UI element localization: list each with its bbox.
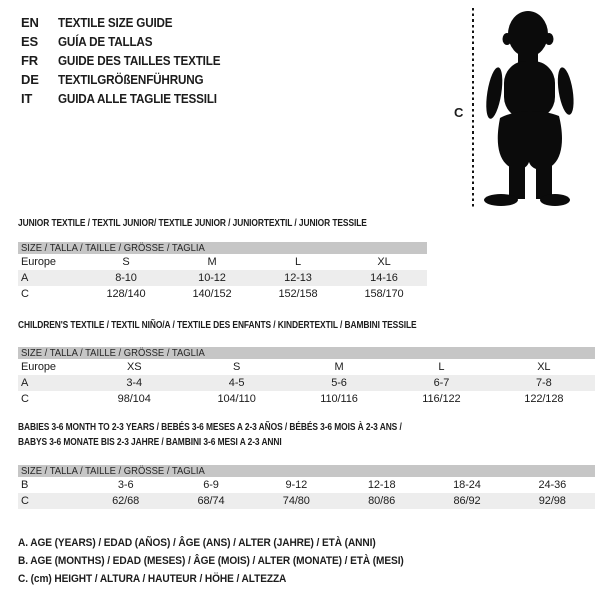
value-cell: 3-6 [117,479,134,491]
size-header-bar [18,242,427,254]
value-cell: 122/128 [524,393,564,405]
row-label-cell: C [21,393,29,405]
footnote-text: B. AGE (MONTHS) / EDAD (MESES) / ÂGE (MOIS) / ALTER (MONATE) / ETÀ (MESI) [18,555,404,567]
row-label-cell: A [21,272,29,284]
footnote-text: C. (cm) HEIGHT / ALTURA / HAUTEUR / HÖHE / ALTEZZA [18,573,287,585]
section-junior-textile [18,216,427,302]
size-header-text: SIZE / TALLA / TAILLE / GRÖSSE / TAGLIA [21,242,205,254]
row-label-cell: Europe [21,256,56,268]
section-title: JUNIOR TEXTILE / TEXTIL JUNIOR/ TEXTILE JUNIOR / JUNIORTEXTIL / JUNIOR TESSILE [18,218,367,229]
table-row [18,270,427,286]
height-measure-dashed-line [472,8,474,209]
baby-figure [452,6,598,212]
value-cell: 98/104 [117,393,151,405]
size-header-bar [18,465,595,477]
value-cell: 110/116 [320,393,358,405]
language-code: DE [21,72,39,87]
value-cell: 6-7 [433,377,450,389]
value-cell: XL [537,361,551,373]
value-cell: 12-18 [367,479,396,491]
value-cell: 68/74 [197,495,225,507]
size-header-bar [18,347,595,359]
row-label-cell: C [21,288,29,300]
value-cell: 4-5 [228,377,245,389]
baby-silhouette-icon [482,8,582,208]
size-header-text: SIZE / TALLA / TAILLE / GRÖSSE / TAGLIA [21,465,205,477]
value-cell: XL [377,256,391,268]
row-label-cell: C [21,495,29,507]
row-label-cell: Europe [21,361,56,373]
value-cell: 152/158 [278,288,318,300]
language-code: FR [21,53,38,68]
value-cell: L [294,256,302,268]
language-label: GUÍA DE TALLAS [58,34,153,49]
value-cell: 5-6 [331,377,347,389]
language-list [21,13,238,108]
table-row [18,493,595,509]
height-measure-label: C [454,105,464,120]
value-cell: 7-8 [536,377,552,389]
value-cell: 6-9 [203,479,219,491]
section-title: BABYS 3-6 MONATE BIS 2-3 JAHRE / BAMBINI 3-6 MESI A 2-3 ANNI [18,437,282,448]
value-cell: 10-12 [198,272,226,284]
value-cell: 62/68 [112,495,140,507]
value-cell: XS [126,361,142,373]
table-row [18,375,595,391]
value-cell: 14-16 [370,272,398,284]
value-cell: 86/92 [453,495,481,507]
table-row [18,359,595,375]
value-cell: 8-10 [115,272,137,284]
language-label: GUIDA ALLE TAGLIE TESSILI [58,91,217,106]
section-babies-textile [18,420,595,509]
section-childrens-textile [18,318,595,407]
language-row [21,70,238,89]
value-cell: M [207,256,217,268]
value-cell: 92/98 [538,495,566,507]
row-label-cell: B [21,479,29,491]
footnote-text: A. AGE (YEARS) / EDAD (AÑOS) / ÂGE (ANS) / ALTER (JAHRE) / ETÀ (ANNI) [18,537,376,549]
value-cell: M [334,361,344,373]
language-code: ES [21,34,38,49]
section-title: BABIES 3-6 MONTH TO 2-3 YEARS / BEBÉS 3-6 MESES A 2-3 AÑOS / BÉBÉS 3-6 MOIS À 2-3 ANS / [18,422,402,433]
value-cell: 12-13 [284,272,312,284]
language-label: GUIDE DES TAILLES TEXTILE [58,53,221,68]
value-cell: S [232,361,241,373]
table-row [18,286,427,302]
footnote-line [18,552,437,570]
value-cell: 9-12 [285,479,308,491]
value-cell: 116/122 [422,393,461,405]
value-cell: 104/110 [217,393,256,405]
footnote-line [18,534,437,552]
value-cell: 74/80 [282,495,310,507]
footnotes [18,534,437,588]
table-row [18,254,427,270]
language-label: TEXTILGRÖßENFÜHRUNG [58,72,204,87]
value-cell: 140/152 [192,288,232,300]
value-cell: 24-36 [538,479,567,491]
language-row [21,13,238,32]
value-cell: S [122,256,130,268]
row-label-cell: A [21,377,29,389]
value-cell: 18-24 [453,479,481,491]
language-code: EN [21,15,39,30]
value-cell: 158/170 [364,288,404,300]
section-title: CHILDREN'S TEXTILE / TEXTIL NIÑO/A / TEXTILE DES ENFANTS / KINDERTEXTIL / BAMBINI TESSILE [18,320,417,331]
language-row [21,51,238,70]
language-code: IT [21,91,33,106]
footnote-line [18,570,437,588]
value-cell: 3-4 [126,377,142,389]
table-row [18,477,595,493]
table-row [18,391,595,407]
value-cell: L [438,361,445,373]
language-row [21,89,238,108]
size-header-text: SIZE / TALLA / TAILLE / GRÖSSE / TAGLIA [21,347,205,359]
language-label: TEXTILE SIZE GUIDE [58,15,173,30]
value-cell: 80/86 [368,495,396,507]
language-row [21,32,238,51]
value-cell: 128/140 [106,288,146,300]
